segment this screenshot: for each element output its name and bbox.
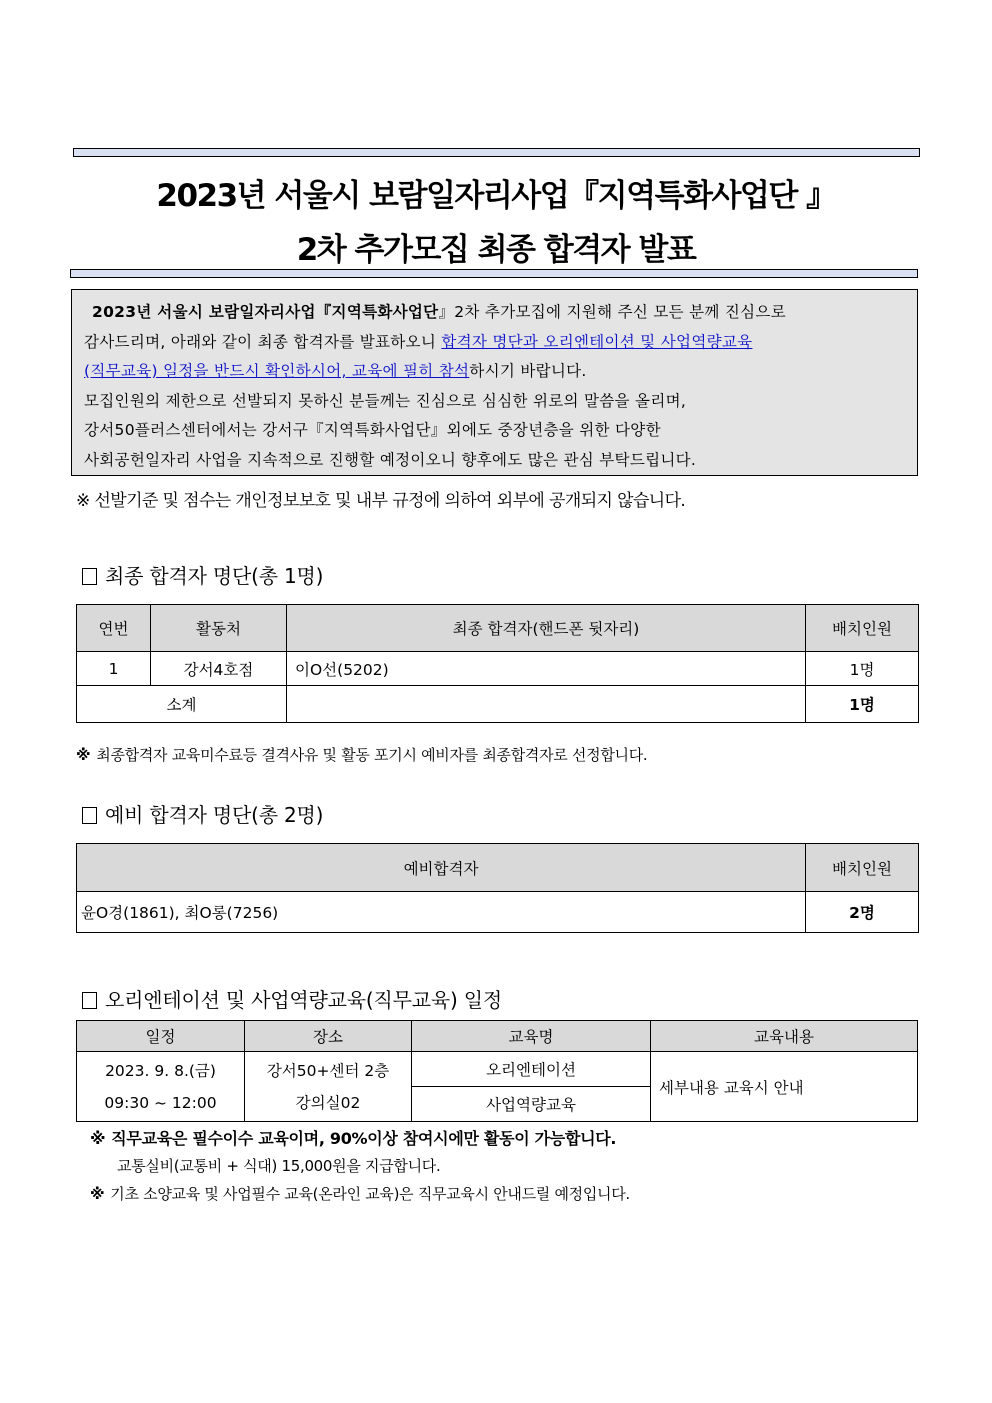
notice-line-3 (84, 357, 911, 387)
reference-mark-icon: ※ (90, 1129, 106, 1148)
schedule-time: 09:30 ~ 12:00 (104, 1093, 217, 1112)
reference-mark-icon: ※ (90, 1185, 105, 1203)
cell-place (245, 1052, 412, 1122)
page-title-line1: 2023년 서울시 보람일자리사업『지역특화사업단 』 (156, 178, 836, 214)
title-top-bar (73, 148, 920, 157)
table-header-row (77, 605, 919, 652)
schedule-place-line2: 강의실02 (295, 1093, 361, 1112)
checkbox-square-icon (82, 807, 97, 824)
cell-date-time (77, 1052, 245, 1122)
col-header-no: 연번 (77, 605, 151, 652)
reserve-list-table (76, 843, 919, 933)
col-header-place: 장소 (245, 1021, 412, 1052)
disclaimer-note: ※ 선발기준 및 점수는 개인정보보호 및 내부 규정에 의하여 외부에 공개되지 않습니다. (76, 491, 686, 511)
notice-line-6: 사회공헌일자리 사업을 지속적으로 진행할 예정이오니 향후에도 많은 관심 부탁드립니다. (84, 450, 697, 469)
cell-no: 1 (77, 652, 151, 686)
final-list-table (76, 604, 919, 723)
program-name-bold: 지역특화사업단 (331, 303, 439, 321)
reference-mark-icon: ※ (76, 746, 91, 764)
notice-highlight-link[interactable]: 합격자 명단과 오리엔테이션 및 사업역량교육 (441, 332, 753, 351)
subtotal-row (77, 686, 919, 723)
final-list-note (76, 744, 647, 765)
section-title-text: 예비 합격자 명단(총 2명) (105, 803, 324, 827)
table-header-row (77, 1021, 918, 1052)
col-header-name: 최종 합격자(핸드폰 뒷자리) (287, 605, 806, 652)
notice-line-4: 모집인원의 제한으로 선발되지 못하신 분들께는 진심으로 심심한 위로의 말씀을 올리며, (84, 391, 687, 410)
notice-text: 하시기 바랍니다. (469, 362, 587, 380)
table-row (77, 652, 919, 686)
col-header-place: 활동처 (151, 605, 287, 652)
table-row (77, 892, 919, 933)
cell-reserve-names: 윤O경(1861), 최O롱(7256) (77, 892, 806, 933)
schedule-date: 2023. 9. 8.(금) (105, 1061, 216, 1080)
schedule-place-line1: 강서50+센터 2층 (266, 1061, 390, 1080)
table-row (77, 1052, 918, 1087)
cell-content: 세부내용 교육시 안내 (651, 1052, 918, 1122)
col-header-date: 일정 (77, 1021, 245, 1052)
note-text: 직무교육은 필수이수 교육이며, 90%이상 참여시에만 활동이 가능합니다. (111, 1129, 617, 1148)
note-text: 최종합격자 교육미수료등 결격사유 및 활동 포기시 예비자를 최종합격자로 선정합니다. (96, 746, 648, 764)
subtotal-value: 1명 (806, 686, 919, 723)
notice-line-5: 강서50플러스센터에서는 강서구『지역특화사업단』외에도 중장년층을 위한 다양한 (84, 421, 661, 439)
cell-count: 2명 (806, 892, 919, 933)
notice-box (71, 289, 918, 476)
subtotal-empty-cell (287, 686, 806, 723)
schedule-note-3 (90, 1183, 630, 1204)
col-header-program: 교육명 (412, 1021, 651, 1052)
checkbox-square-icon (82, 992, 97, 1009)
reserve-list-section-title (82, 799, 323, 828)
cell-count: 1명 (806, 652, 919, 686)
col-header-reserve: 예비합격자 (77, 844, 806, 892)
checkbox-square-icon (82, 568, 97, 585)
notice-text: 감사드리며, 아래와 같이 최종 합격자를 발표하오니 (84, 332, 442, 351)
cell-program-capacity: 사업역량교육 (412, 1087, 651, 1122)
cell-name: 이O선(5202) (287, 652, 806, 686)
title-bottom-bar (70, 269, 918, 278)
schedule-note-2: 교통실비(교통비 + 식대) 15,000원을 지급합니다. (117, 1157, 441, 1175)
page-title-line2: 2차 추가모집 최종 합격자 발표 (296, 232, 696, 268)
cell-place: 강서4호점 (151, 652, 287, 686)
subtotal-label: 소계 (77, 686, 287, 723)
notice-highlight-link[interactable]: (직무교육) 일정을 반드시 확인하시어, 교육에 필히 참석 (84, 362, 470, 380)
col-header-count: 배치인원 (806, 844, 919, 892)
col-header-count: 배치인원 (806, 605, 919, 652)
section-title-text: 오리엔테이션 및 사업역량교육(직무교육) 일정 (105, 988, 502, 1012)
notice-text: 』2차 추가모집에 지원해 주신 모든 분께 진심으로 (438, 303, 786, 321)
notice-line-2 (84, 328, 911, 358)
notice-text: 2023년 서울시 보람일자리사업『 (92, 303, 332, 321)
note-text: 기초 소양교육 및 사업필수 교육(온라인 교육)은 직무교육시 안내드릴 예정입니다. (110, 1185, 630, 1203)
cell-program-orientation: 오리엔테이션 (412, 1052, 651, 1087)
final-list-section-title (82, 560, 323, 589)
table-header-row (77, 844, 919, 892)
col-header-content: 교육내용 (651, 1021, 918, 1052)
schedule-section-title (82, 984, 502, 1013)
schedule-note-1 (90, 1126, 616, 1149)
section-title-text: 최종 합격자 명단(총 1명) (105, 564, 324, 588)
schedule-table (76, 1020, 918, 1122)
notice-line-1 (84, 298, 911, 328)
